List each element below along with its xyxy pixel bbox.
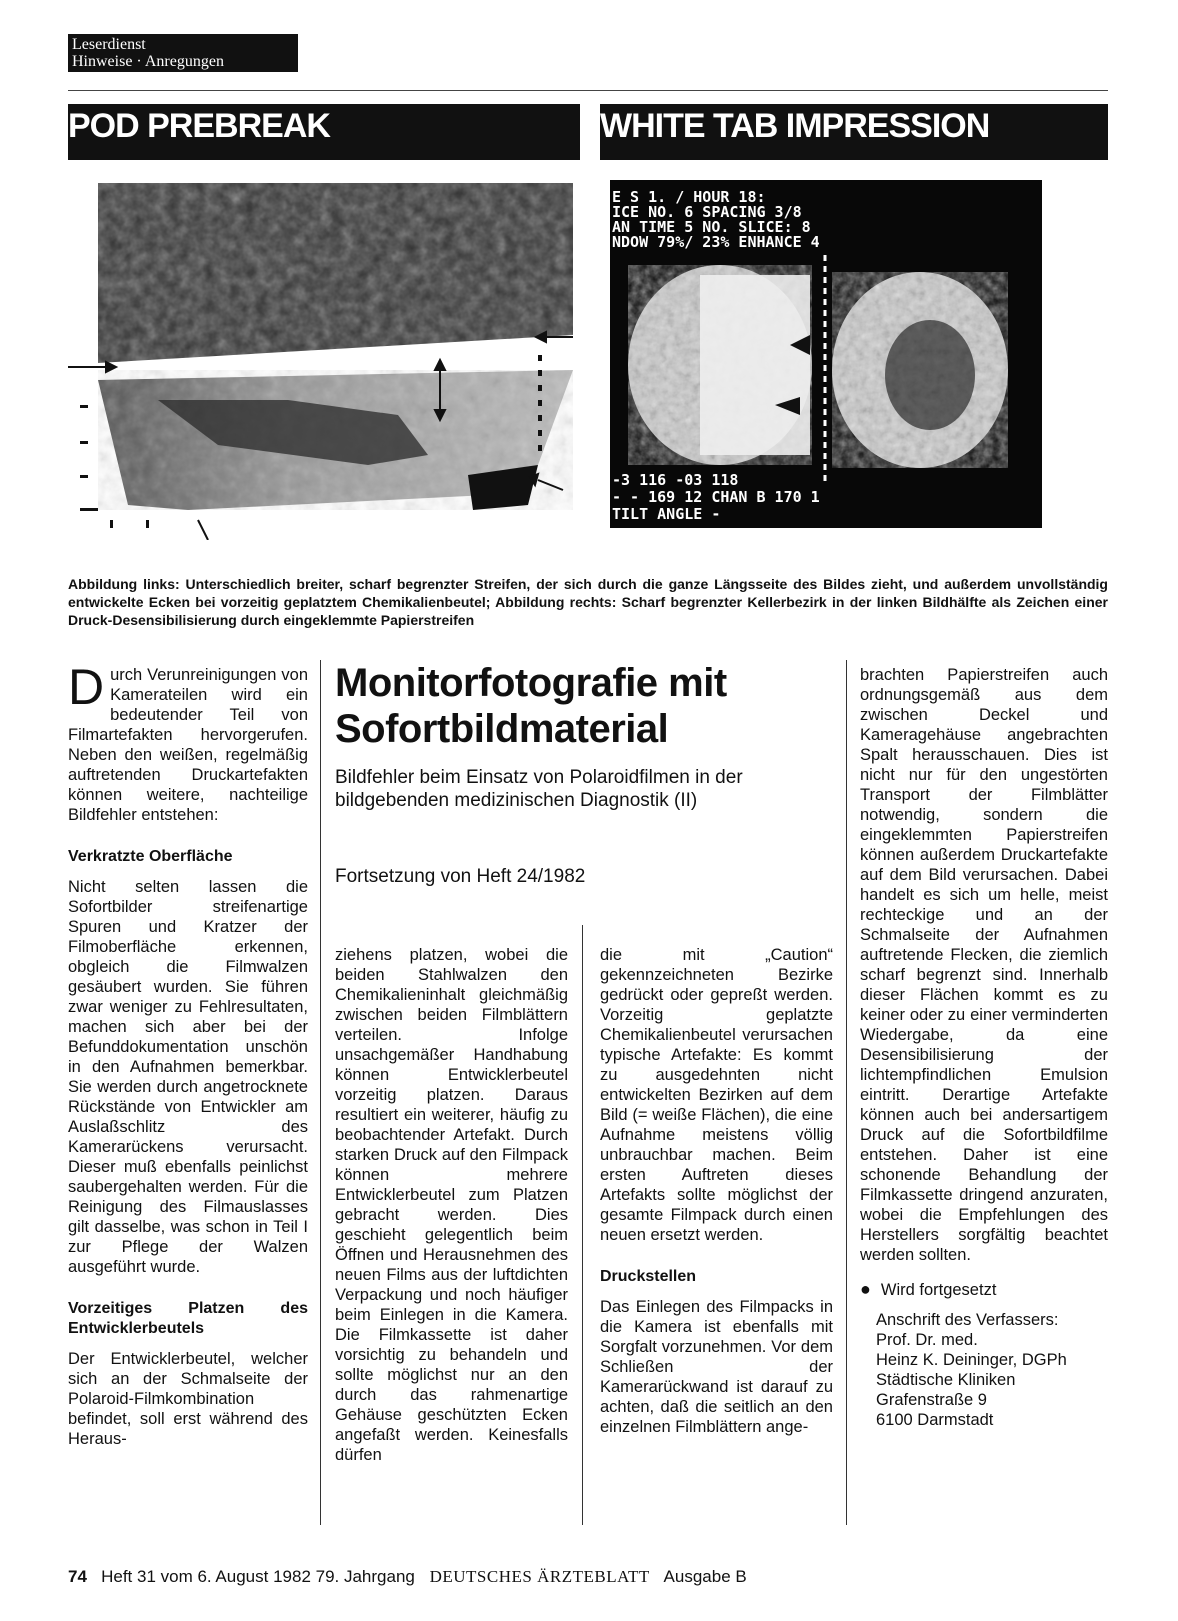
- section-tag: [68, 34, 298, 72]
- paragraph-verkratzte: Nicht selten lassen die Sofortbilder streifenartige Spuren und Kratzer der Filmoberfläche erkennen, obgleich die Filmwalzen gesäubert wurden. Sie führen zwar weniger zu Fehlresultaten, machen sich aber bei der Befunddokumentation unschön in den Aufnahmen bemerkbar. Sie werden durch angetrocknete Rückstände von Entwickler am Auslaßschlitz des Kamerarückens verursacht. Dieser muß ebenfalls peinlichst saubergehalten werden. Für die Reinigung des Filmauslasses gilt dasselbe, was schon in Teil I zur Pflege der Walzen ausgeführt wurde.: [68, 878, 308, 1276]
- intro-paragraph: [68, 659, 308, 825]
- page-number: 74: [68, 1567, 87, 1586]
- author-address: [860, 1310, 1108, 1430]
- column-1: [68, 659, 308, 1449]
- monitor-bottom-row-3: TILT ANGLE -: [612, 505, 721, 523]
- top-rule: [68, 90, 1108, 91]
- paragraph-druckstellen: Das Einlegen des Filmpacks in die Kamera ist ebenfalls mit Sorgfalt vorzunehmen. Vor dem Schließen der Kamerarückwand ist darauf zu achten, daß die seitlich an den einzelnen Filmblättern ange-: [600, 1298, 833, 1436]
- heading-druckstellen: Druckstellen: [600, 1268, 697, 1285]
- section-tag-line1: Leserdienst: [72, 36, 146, 53]
- address-line: 6100 Darmstadt: [876, 1411, 994, 1429]
- paragraph-col2: ziehens platzen, wobei die beiden Stahlwalzen den Chemikalieninhalt gleichmäßig zwischen beiden Filmblättern verteilen. Infolge unsachgemäßer Handhabung können Entwicklerbeutel vorzeitig platzen. Daraus resultiert ein weiterer, häufig zu beobachtender Artefakt. Durch starken Druck auf den Filmpack können mehrere Entwicklerbeutel zum Platzen gebracht werden. Dies geschieht gelegentlich beim Öffnen und Herausnehmen des neuen Films aus der luftdichten Verpackung und noch häufiger beim Einlegen in die Kamera. Die Filmkassette ist daher vorsichtig zu behandeln und sollte möglichst nur an den durch das rahmenartige Gehäuse geschützten Ecken angefaßt werden. Keinesfalls dürfen: [335, 946, 568, 1464]
- photo-right-ct-monitor: [600, 165, 1108, 540]
- section-tag-line2: Hinweise · Anregungen: [72, 53, 224, 70]
- monitor-row-4: NDOW 79%/ 23% ENHANCE 4: [612, 233, 820, 251]
- column-2: [335, 945, 568, 1465]
- address-line: Heinz K. Deininger, DGPh: [876, 1351, 1067, 1369]
- column-4: [860, 665, 1108, 1430]
- page-footer: [68, 1567, 1108, 1587]
- address-line: Städtische Kliniken: [876, 1371, 1016, 1389]
- edition: Ausgabe B: [663, 1567, 747, 1586]
- article-subhead: Bildfehler beim Einsatz von Polaroidfilmen in der bildgebenden medizinischen Diagnostik (II): [335, 767, 743, 811]
- monitor-bottom-row-2: - - 169 12 CHAN B 170 1: [612, 488, 820, 506]
- paragraph-col4: brachten Papierstreifen auch ordnungsgemäß aus dem zwischen Deckel und Kameragehäuse angebrachten Spalt herausschauen. Dies ist nicht nur für den ungestörten Transport der Filmblätter notwendig, sondern die eingeklemmten Papierstreifen können außerdem Druckartefakte auf dem Bild verursachen. Dabei handelt es sich um helle, meist rechteckige und an der Schmalseite der Aufnahmen auftretende Flecken, die ziemlich scharf begrenzt sind. Innerhalb dieser Flächen kommt es zu keiner oder zu einer verminderten Wiedergabe, da eine Desensibilisierung der lichtempfindlichen Emulsion eintritt. Derartige Artefakte können auch bei andersartigem Druck auf die Sofortbildfilme entstehen. Daher ist eine schonende Behandlung der Filmkassette dringend anzuraten, wobei die Empfehlungen des Herstellers sorgfältig beachtet werden sollten.: [860, 666, 1108, 1264]
- banner-pod-prebreak: POD PREBREAK: [68, 104, 580, 160]
- monitor-row-2: ICE NO. 6 SPACING 3/8: [612, 203, 802, 221]
- heading-vorzeitiges-platzen: Vorzeitiges Platzen des Entwicklerbeutels: [68, 1300, 308, 1337]
- address-line: Grafenstraße 9: [876, 1391, 987, 1409]
- column-divider-2: [582, 925, 583, 1525]
- monitor-row-3: AN TIME 5 NO. SLICE: 8: [612, 218, 811, 236]
- figure-caption: Abbildung links: Unterschiedlich breiter, scharf begrenzter Streifen, der sich durch die ganze Längsseite des Bildes zieht, und außerdem unvollständig entwickelte Ecken bei vorzeitig geplatztem Chemikalienbeutel; Abbildung rechts: Scharf begrenzter Kellerbezirk in der linken Bildhälfte als Zeichen einer Druck-Desensibilisierung durch eingeklemmte Papierstreifen: [68, 576, 1108, 628]
- continued-note: [860, 1279, 1108, 1300]
- paragraph-col3: die mit „Caution“ gekennzeichneten Bezirke gedrückt oder gepreßt werden. Vorzeitig geplatzte Chemikalienbeutel verursachen typische Artefakte: Es kommt zu ausgedehnten nicht entwickelten Bezirken auf dem Bild (= weiße Flächen), die eine Aufnahme meistens völlig unbrauchbar machen. Beim ersten Auftreten dieses Artefakts sollte möglichst der gesamte Filmpack durch einen neuen ersetzt werden.: [600, 946, 833, 1244]
- article-headline: Monitorfotografie mit Sofortbildmaterial: [335, 661, 727, 751]
- column-divider-3: [846, 660, 847, 1525]
- issue-info: Heft 31 vom 6. August 1982 79. Jahrgang: [101, 1567, 415, 1586]
- bullet-icon: ●: [860, 1279, 881, 1299]
- address-line: Anschrift des Verfassers:: [876, 1311, 1059, 1329]
- publication-name: DEUTSCHES ÄRZTEBLATT: [429, 1567, 650, 1586]
- column-divider-1: [320, 660, 321, 1525]
- paragraph-platzen: Der Entwicklerbeutel, welcher sich an der Schmalseite der Polaroid-Filmkombination befindet, soll erst während des Heraus-: [68, 1350, 308, 1448]
- banner-white-tab-impression: WHITE TAB IMPRESSION: [600, 104, 1108, 160]
- photo-left-prebreak: [68, 165, 580, 540]
- photo-left-graphic: [68, 165, 580, 540]
- heading-verkratzte-oberflaeche: Verkratzte Oberfläche: [68, 848, 233, 865]
- monitor-row-1: E S 1. / HOUR 18:: [612, 188, 766, 206]
- intro-text: urch Verunreinigungen von Kamerateilen wird ein bedeutender Teil von Filmartefakten hervorgerufen. Neben den weißen, regelmäßig auftretenden Druckartefakten können weitere, nachteilige Bildfehler entstehen:: [68, 666, 308, 824]
- address-line: Prof. Dr. med.: [876, 1331, 978, 1349]
- photo-right-graphic: [600, 165, 1108, 540]
- column-3: [600, 945, 833, 1437]
- monitor-bottom-row-1: -3 116 -03 118: [612, 471, 739, 489]
- continuation-note: Fortsetzung von Heft 24/1982: [335, 866, 586, 887]
- dropcap: D: [68, 659, 105, 715]
- continued-text: Wird fortgesetzt: [880, 1281, 997, 1299]
